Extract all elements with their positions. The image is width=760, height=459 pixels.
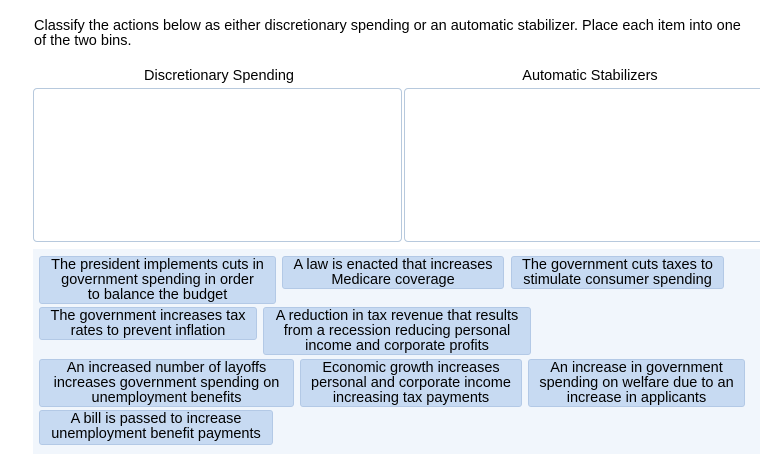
bin-discretionary-spending[interactable] [33, 88, 402, 242]
item-card-tax-increase[interactable]: The government increases tax rates to prevent inflation [39, 307, 257, 340]
item-card-president-cuts[interactable]: The president implements cuts in government spending in order to balance the budget [39, 256, 276, 304]
bin-title-automatic: Automatic Stabilizers [522, 68, 658, 84]
item-card-unemployment-bill[interactable]: A bill is passed to increase unemployment benefit payments [39, 410, 273, 445]
item-card-tax-cuts[interactable]: The government cuts taxes to stimulate consumer spending [511, 256, 724, 289]
bin-title-discretionary: Discretionary Spending [144, 68, 294, 84]
item-card-tax-revenue-reduction[interactable]: A reduction in tax revenue that results from a recession reducing personal income and corporate profits [263, 307, 531, 355]
instructions-text: Classify the actions below as either discretionary spending or an automatic stabilizer. Place each item into one of the two bins. [34, 18, 741, 49]
item-card-medicare-law[interactable]: A law is enacted that increases Medicare coverage [282, 256, 504, 289]
item-card-welfare-spending[interactable]: An increase in government spending on welfare due to an increase in applicants [528, 359, 745, 407]
bin-automatic-stabilizers[interactable] [404, 88, 760, 242]
item-tray [33, 249, 760, 454]
item-card-economic-growth[interactable]: Economic growth increases personal and corporate income increasing tax payments [300, 359, 522, 407]
item-card-layoffs-unemployment[interactable]: An increased number of layoffs increases government spending on unemployment benefits [39, 359, 294, 407]
